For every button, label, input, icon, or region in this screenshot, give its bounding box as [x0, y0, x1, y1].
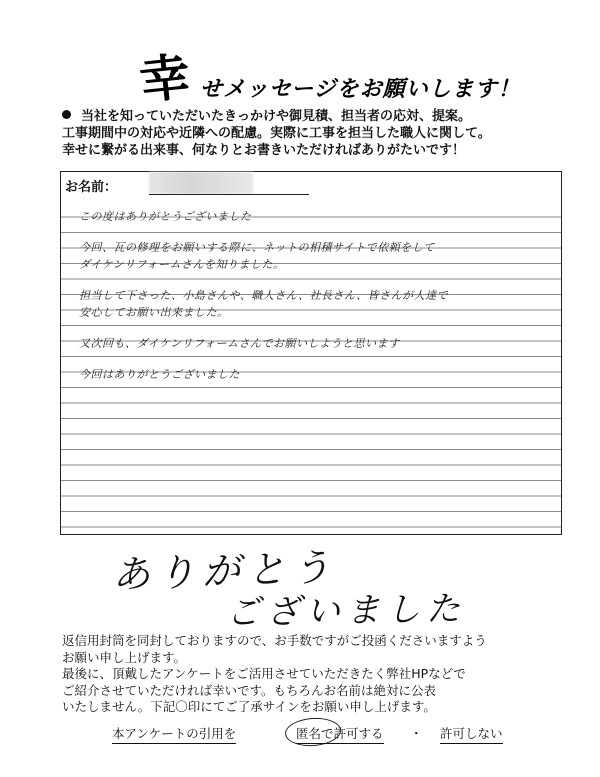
intro-line: 工事期間中の対応や近隣への配慮。実際に工事を担当した職人に関して。: [62, 126, 491, 141]
consent-label: 本アンケートの引用を: [112, 724, 236, 744]
consent-option-deny[interactable]: 許可しない: [440, 724, 503, 744]
handwritten-line: 今回はありがとうございました: [79, 368, 240, 381]
handwritten-line: ダイケンリフォームさんを知りました。: [79, 258, 285, 271]
thanks-line-2: ございました: [225, 588, 467, 634]
handwritten-line: 又次回も、ダイケンリフォームさんでお願いしようと思います: [79, 337, 400, 350]
name-underline: [149, 194, 309, 195]
closing-line: お願い申し上げます。: [62, 649, 187, 665]
message-form: [60, 171, 562, 535]
intro-text: [62, 108, 552, 159]
header: [0, 18, 600, 111]
closing-line: ご紹介させていただければ幸いです。もちろんお名前は絶対に公表: [62, 682, 437, 698]
handwritten-line: 担当して下さった、小島さんや、職人さん、社長さん、皆さんが人達で: [79, 289, 449, 302]
closing-line: 返信用封筒を同封しておりますので、お手数ですがご投函くださいますよう: [62, 633, 487, 648]
handwritten-line: 安心してお願い出来ました。: [79, 306, 229, 319]
closing-line: いたしません。下記〇印にてご了承サインをお願い申し上げます。: [62, 699, 436, 714]
name-redacted: [149, 172, 253, 194]
handwritten-line: この度はありがとうございました: [79, 210, 252, 223]
name-row: [61, 172, 561, 202]
closing-text: [62, 633, 562, 716]
page-title: せメッセージをお願いします！: [200, 77, 521, 102]
consent-row: [0, 724, 600, 748]
handwritten-line: 今回、瓦の修理をお願いする際に、ネットの相積サイトで依頼をして: [79, 241, 435, 254]
intro-line: 当社を知っていただいたきっかけや御見積、担当者の応対、提案。: [62, 108, 552, 125]
consent-option-anonymous[interactable]: 匿名で許可する: [296, 724, 384, 744]
thanks-line-1: ありがとう: [111, 545, 338, 597]
consent-separator: ・: [410, 726, 423, 741]
name-label: お名前：: [65, 180, 118, 195]
bullet-icon: [62, 110, 71, 119]
closing-line: 最後に、頂戴したアンケートをご活用させていただきたく弊社HPなどで: [62, 666, 466, 681]
title-kanji: 幸: [137, 46, 193, 111]
intro-line: 幸せに繋がる出来事、何なりとお書きいただければありがたいです！: [62, 143, 466, 158]
